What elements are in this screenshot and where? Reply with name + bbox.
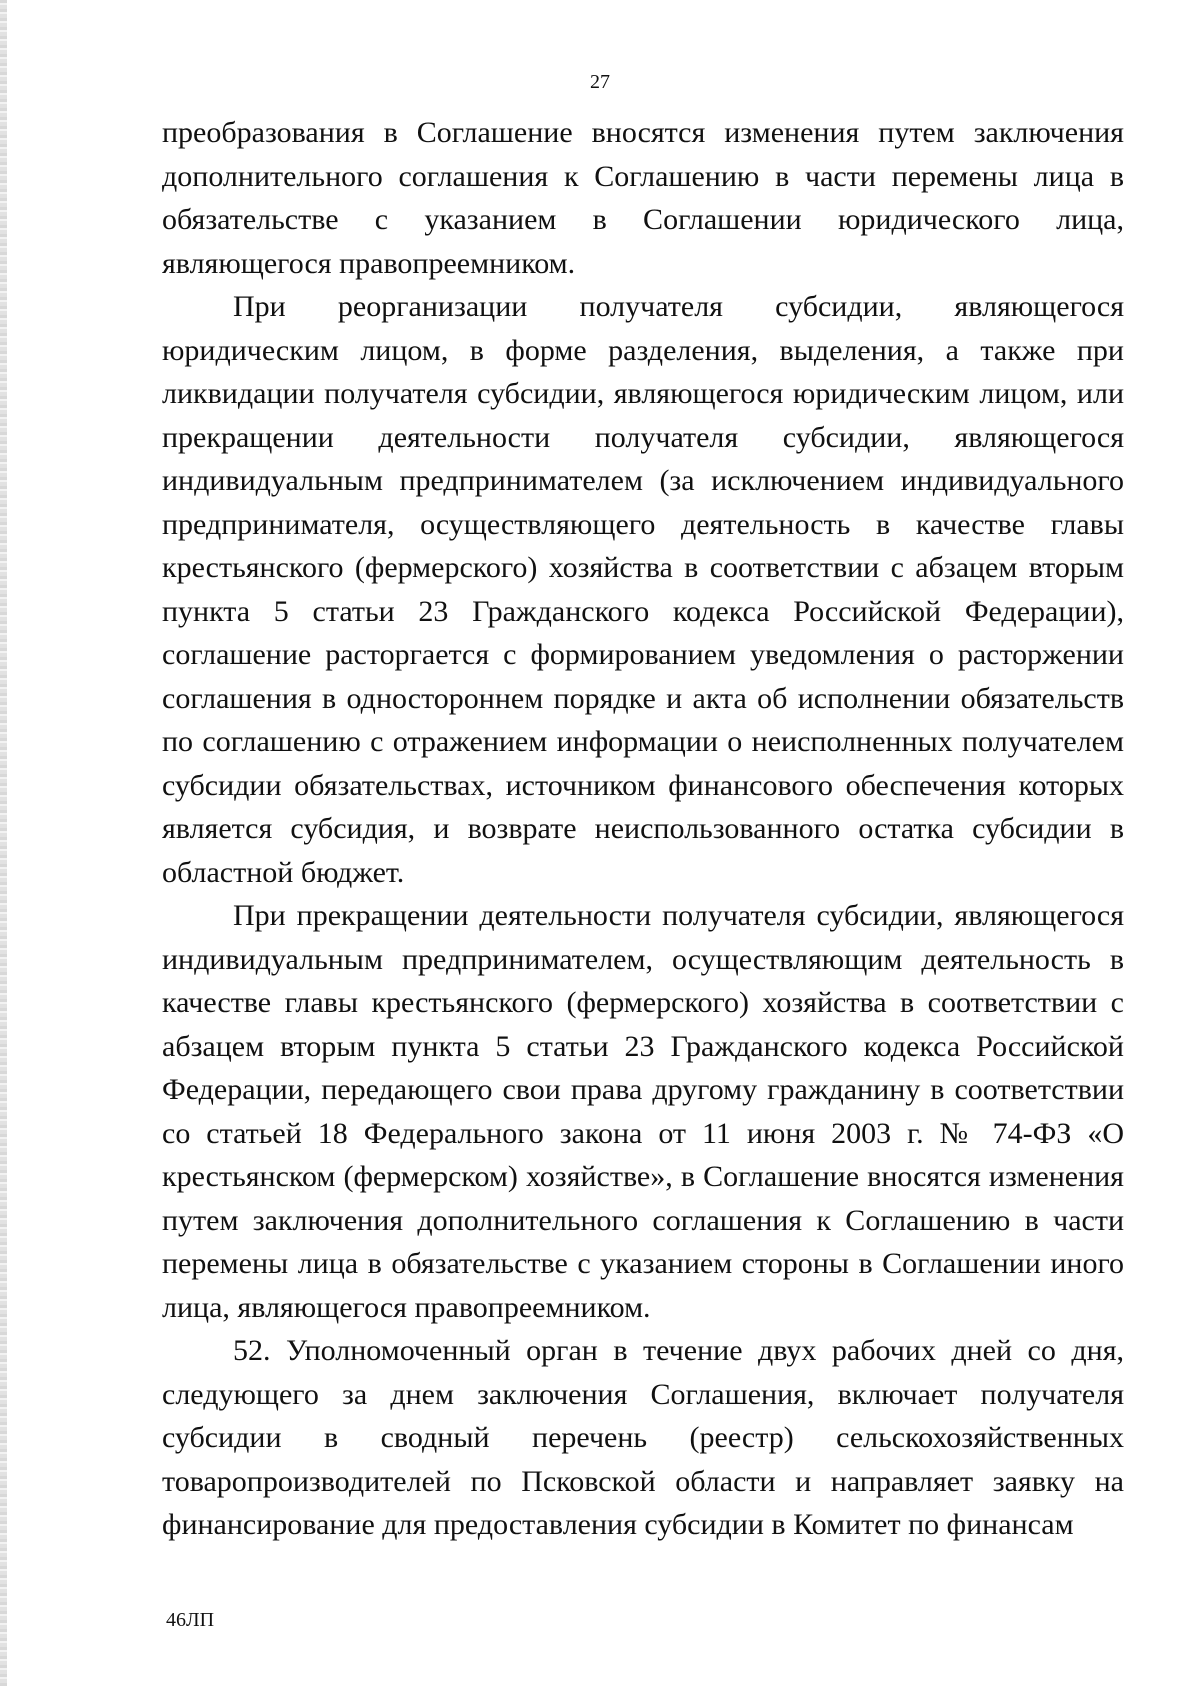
page-number: 27	[590, 71, 610, 93]
paragraph-continuation: преобразования в Соглашение вносятся изменения путем заключения дополнительного соглашения к Соглашению в части перемены лица в обязательстве с указанием в Соглашении юридического лица, являющегося правопреемником.	[162, 116, 1124, 280]
paragraph-reorganization: При реорганизации получателя субсидии, являющегося юридическим лицом, в форме разделения, выделения, а также при ликвидации получателя субсидии, являющегося юридическим лицом, или прекращении деятельности получателя субсидии, являющегося индивидуальным предпринимателем (за исключением индивидуального предпринимателя, осуществляющего деятельность в качестве главы крестьянского (фермерского) хозяйства в соответствии с абзацем вторым пункта 5 статьи 23 Гражданского кодекса Российской Федерации), соглашение расторгается с формированием уведомления о расторжении соглашения в одностороннем порядке и акта об исполнении обязательств по соглашению с отражением информации о неисполненных получателем субсидии обязательствах, источником финансового обеспечения которых является субсидия, и возврате неиспользованного остатка субсидии в областной бюджет.	[162, 290, 1124, 889]
footer-code: 46ЛП	[166, 1609, 215, 1631]
paragraph-termination: При прекращении деятельности получателя субсидии, являющегося индивидуальным предпринимателем, осуществляющим деятельность в качестве главы крестьянского (фермерского) хозяйства в соответствии с абзацем вторым пункта 5 статьи 23 Гражданского кодекса Российской Федерации, передающего свои права другому гражданину в соответствии со статьей 18 Федерального закона от 11 июня 2003 г. № 74-ФЗ «О крестьянском (фермерском) хозяйстве», в Соглашение вносятся изменения путем заключения дополнительного соглашения к Соглашению в части перемены лица в обязательстве с указанием стороны в Соглашении иного лица, являющегося правопреемником.	[162, 899, 1124, 1324]
paragraph-item-52: 52. Уполномоченный орган в течение двух рабочих дней со дня, следующего за днем заключения Соглашения, включает получателя субсидии в сводный перечень (реестр) сельскохозяйственных товаропроизводителей по Псковской области и направляет заявку на финансирование для предоставления субсидии в Комитет по финансам	[162, 1334, 1124, 1541]
document-body	[162, 111, 1124, 1547]
scan-edge	[0, 0, 7, 1686]
